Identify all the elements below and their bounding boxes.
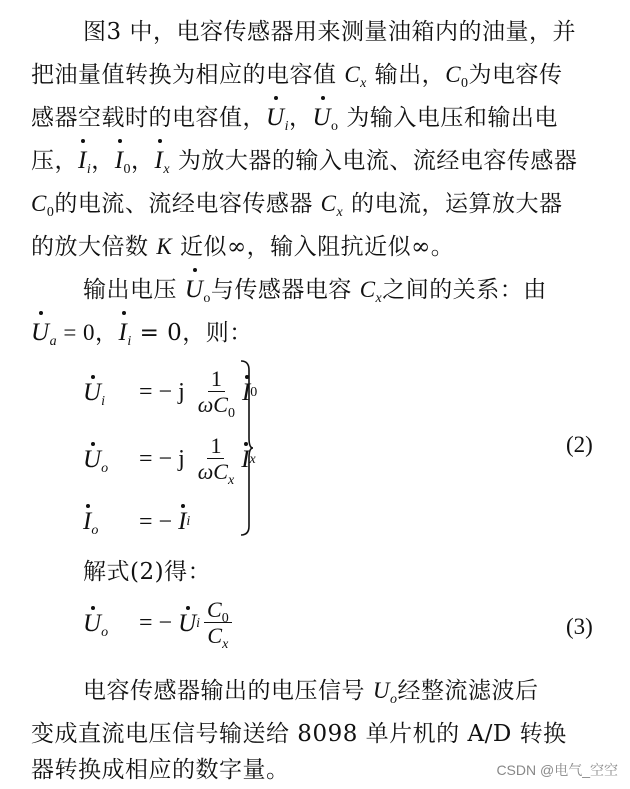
- math-var-dot: I: [155, 143, 164, 179]
- math-sub: 0: [221, 611, 229, 626]
- math-sub: x: [163, 162, 171, 177]
- math-var-dot: U: [83, 609, 102, 637]
- math-var-dot: U: [178, 609, 197, 637]
- math-sub: 0: [227, 406, 235, 421]
- fraction-denominator: [195, 459, 237, 488]
- para1-line3: [31, 100, 558, 136]
- math-var-dot: I: [83, 508, 92, 535]
- math-var: C: [359, 277, 376, 302]
- math-sub: i: [284, 119, 289, 134]
- math-var-dot: U: [266, 100, 285, 136]
- para3-line2: [31, 716, 567, 752]
- math-sub: x: [222, 637, 229, 652]
- text: = 0，则：: [131, 320, 253, 346]
- para1-line1: [83, 14, 576, 50]
- math-var-dot: I: [178, 508, 187, 535]
- para3-line1: [83, 673, 538, 709]
- fraction: [204, 597, 232, 652]
- text: 之间的关系：由: [382, 277, 547, 303]
- math-var-dot: I: [241, 378, 251, 406]
- fraction: [195, 366, 238, 421]
- math-sub: i: [86, 162, 92, 177]
- math-var: C: [445, 62, 462, 87]
- math-sub: i: [127, 334, 132, 349]
- para1-line6: [31, 229, 454, 265]
- para1-line2: [31, 57, 563, 93]
- text: 为放大器的输入电流、流经电容传感器: [170, 148, 578, 174]
- fraction-denominator: [195, 392, 238, 421]
- math-sub: x: [227, 473, 235, 488]
- watermark: CSDN @电气_空空: [496, 762, 618, 778]
- text: 把油量值转换为相应的电容值: [31, 62, 345, 88]
- fraction: [195, 433, 237, 488]
- fraction-numerator: [204, 597, 232, 626]
- para2-line1: [83, 272, 547, 308]
- fraction-numerator: 1: [207, 434, 224, 459]
- text: 输出电压: [83, 277, 185, 303]
- text: ，: [288, 105, 313, 131]
- text: 的放大倍数: [31, 234, 157, 260]
- equation-operator: = −: [139, 610, 173, 636]
- math-sub: 0: [46, 205, 55, 220]
- math-sub: i: [101, 393, 105, 409]
- equation-operator: = −: [139, 508, 173, 535]
- equation-operator: = − j: [139, 379, 185, 405]
- text: 电容传感器输出的电压信号: [83, 678, 373, 704]
- math-sub: o: [331, 119, 339, 134]
- math-var: C: [31, 191, 47, 216]
- math-var-dot: U: [185, 272, 204, 308]
- math-var-dot: U: [31, 315, 50, 351]
- text: 为电容传: [468, 62, 563, 88]
- text: 近似∞，输入阻抗近似∞。: [172, 234, 455, 260]
- math-sub: o: [101, 624, 109, 640]
- equation-row-4: $U_o$ = − U i $\frac{C_0}{C_x}$: [83, 598, 236, 649]
- text: 变成直流电压信号输送给 8098 单片机的 A/D 转换: [31, 721, 567, 747]
- text: = 0，: [57, 320, 119, 345]
- equation-operator: = − j: [139, 446, 185, 472]
- text: ，: [91, 148, 115, 174]
- math-var-dot: U: [83, 378, 102, 406]
- math-var-dot: I: [115, 143, 124, 179]
- math-sub: x: [360, 76, 367, 91]
- math-sub: 0: [123, 162, 132, 177]
- math-sub: a: [49, 334, 58, 349]
- text: 感器空载时的电容值，: [31, 105, 266, 131]
- math-sub: o: [101, 460, 109, 476]
- text: ，: [131, 148, 155, 174]
- para1-line4: [31, 143, 577, 179]
- text: 与传感器电容: [210, 277, 360, 303]
- text: 的电流，运算放大器: [343, 191, 563, 217]
- right-brace: [240, 360, 254, 536]
- math-var: ωC: [197, 392, 228, 417]
- math-sub: 0: [461, 76, 469, 91]
- math-var: K: [156, 234, 173, 259]
- text: 为输入电压和输出电: [338, 105, 558, 131]
- text: 解式(2)得：: [83, 559, 212, 585]
- equation-number-3: (3): [566, 614, 593, 639]
- math-var: C: [207, 623, 223, 648]
- equation-number-2: (2): [566, 432, 593, 457]
- fraction-denominator: [204, 623, 231, 652]
- math-sub: x: [375, 291, 383, 306]
- math-var: ωC: [197, 459, 228, 484]
- math-var-dot: U: [83, 445, 102, 473]
- equation-row-3: $I_o$ = − I i: [83, 508, 191, 538]
- math-var-dot: I: [119, 315, 128, 351]
- math-var: C: [344, 62, 361, 87]
- text: 图3 中，电容传感器用来测量油箱内的油量，并: [83, 19, 576, 45]
- text: 的电流、流经电容传感器: [54, 191, 321, 217]
- equation-row-2: $U_o$ = − j $\frac{1}{\omega C_x}$ I x: [83, 433, 256, 488]
- math-sub: o: [203, 291, 211, 306]
- para2-line2: [31, 315, 253, 351]
- para1-line5: [31, 186, 563, 222]
- math-var: C: [320, 191, 337, 216]
- math-var-dot: I: [241, 445, 250, 473]
- text: 器转换成相应的数字量。: [31, 757, 290, 783]
- math-var-dot: U: [312, 100, 331, 136]
- math-var: C: [207, 597, 222, 622]
- solve-label: [83, 554, 211, 590]
- text: 输出，: [366, 62, 446, 88]
- text: 经整流滤波后: [397, 678, 539, 704]
- math-sub: o: [389, 692, 398, 707]
- equation-row-1: $U_i$ = − j $\frac{1}{\omega C_0}$ I 0: [83, 366, 258, 421]
- math-sub: x: [336, 205, 344, 220]
- text: 压，: [31, 148, 78, 174]
- para3-line3: [31, 752, 290, 788]
- math-sub: o: [91, 523, 99, 538]
- math-var-dot: I: [78, 143, 87, 179]
- math-var: U: [372, 678, 390, 703]
- fraction-numerator: 1: [208, 367, 225, 392]
